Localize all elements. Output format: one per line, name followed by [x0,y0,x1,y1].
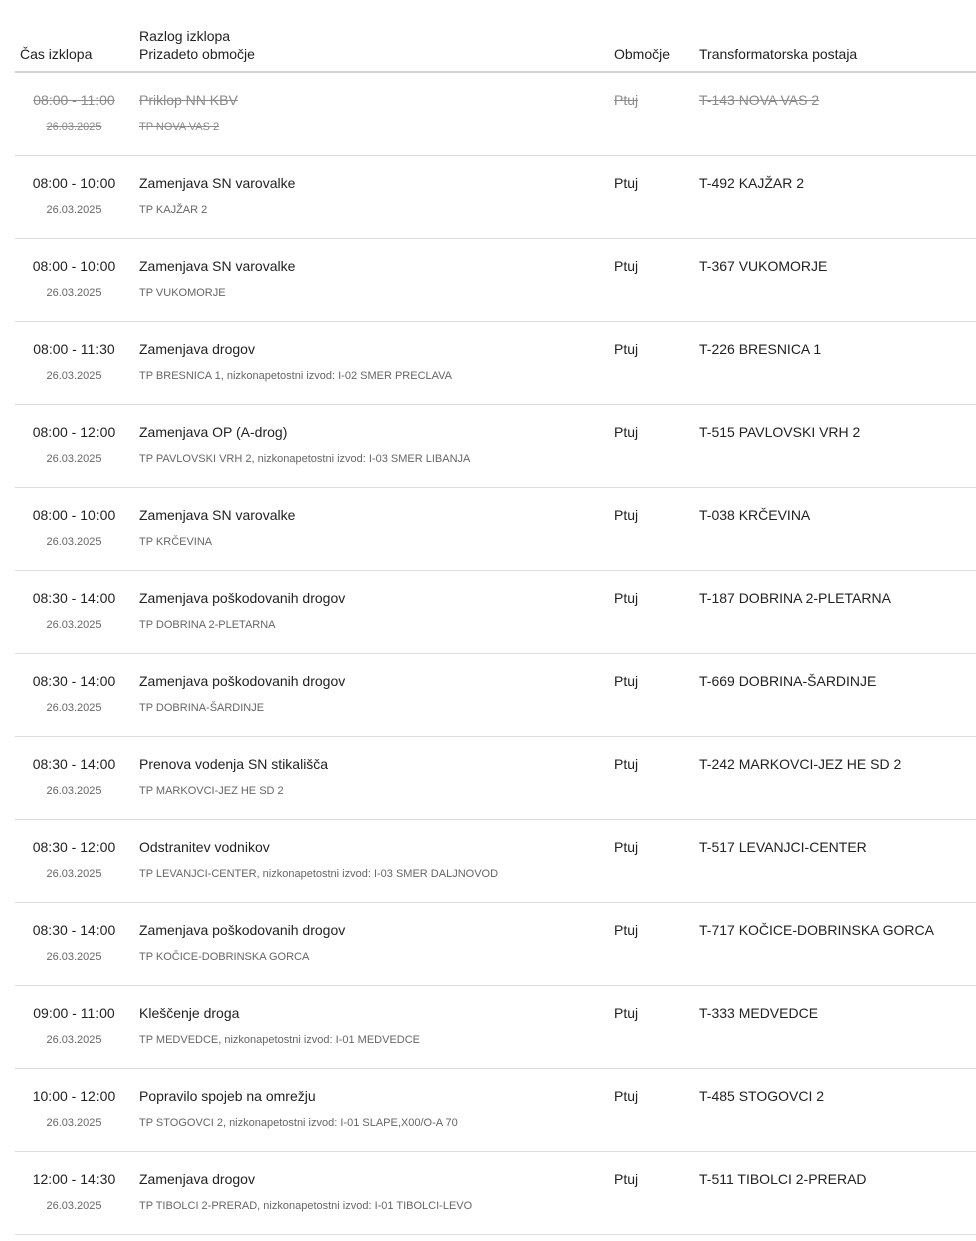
outage-reason: Zamenjava drogov [139,1171,255,1187]
region: Ptuj [614,590,639,606]
outage-reason: Prenova vodenja SN stikališča [139,756,329,772]
region: Ptuj [614,175,639,191]
outage-reason: Zamenjava SN varovalke [139,507,296,523]
time-range: 08:00 - 10:00 [32,258,116,274]
affected-area: TP PAVLOVSKI VRH 2, nizkonapetostni izvod: I-03 SMER LIBANJA [139,453,471,465]
table-row [15,488,976,571]
affected-area: TP TIBOLCI 2-PRERAD, nizkonapetostni izvod: I-01 TIBOLCI-LEVO [139,1200,473,1212]
region: Ptuj [614,756,639,772]
transformer-station: T-187 DOBRINA 2-PLETARNA [699,590,891,606]
region: Ptuj [614,258,639,274]
outage-reason: Priklop NN KBV [139,92,238,108]
affected-area: TP KRČEVINA [139,536,213,548]
outage-date: 26.03.2025 [46,619,102,631]
header-time: Čas izklopa [20,46,93,62]
outage-date: 26.03.2025 [46,453,102,465]
time-range: 12:00 - 14:30 [32,1171,116,1187]
header-reason [139,27,255,63]
outage-date: 26.03.2025 [46,204,102,216]
outage-date: 26.03.2025 [46,868,102,880]
affected-area: TP KOČICE-DOBRINSKA GORCA [139,951,310,963]
table-row [15,156,976,239]
outage-reason: Zamenjava SN varovalke [139,258,296,274]
region: Ptuj [614,839,639,855]
time-range: 09:00 - 11:00 [33,1005,115,1021]
table-body [15,73,976,1235]
time-range: 08:30 - 14:00 [32,922,116,938]
outage-table [15,0,976,1235]
outage-date: 26.03.2025 [46,1117,102,1129]
table-row [15,73,976,156]
table-row [15,1152,976,1235]
outage-date: 26.03.2025 [46,785,102,797]
region: Ptuj [614,424,639,440]
header-area: Območje [614,46,671,62]
outage-reason: Odstranitev vodnikov [139,839,270,855]
transformer-station: T-485 STOGOVCI 2 [699,1088,825,1104]
affected-area: TP MARKOVCI-JEZ HE SD 2 [139,785,284,797]
time-range: 08:30 - 14:00 [32,590,116,606]
table-header [15,0,976,73]
region: Ptuj [614,507,639,523]
outage-reason: Kleščenje droga [139,1005,240,1021]
time-range: 08:30 - 12:00 [32,839,116,855]
region: Ptuj [614,1171,639,1187]
outage-date: 26.03.2025 [46,536,102,548]
outage-reason: Zamenjava OP (A-drog) [139,424,288,440]
time-range: 08:00 - 12:00 [32,424,116,440]
transformer-station: T-669 DOBRINA-ŠARDINJE [699,673,877,689]
outage-reason: Popravilo spojeb na omrežju [139,1088,316,1104]
transformer-station: T-143 NOVA VAS 2 [699,92,820,108]
outage-date: 26.03.2025 [46,1200,102,1212]
table-row [15,903,976,986]
time-range: 08:00 - 10:00 [32,507,116,523]
affected-area: TP BRESNICA 1, nizkonapetostni izvod: I-02 SMER PRECLAVA [139,370,453,382]
transformer-station: T-333 MEDVEDCE [699,1005,819,1021]
header-station: Transformatorska postaja [699,46,858,62]
region: Ptuj [614,1005,639,1021]
table-row [15,820,976,903]
outage-date: 26.03.2025 [46,370,102,382]
transformer-station: T-242 MARKOVCI-JEZ HE SD 2 [699,756,902,772]
region: Ptuj [614,922,639,938]
table-row [15,571,976,654]
affected-area: TP KAJŽAR 2 [139,204,208,216]
time-range: 08:00 - 10:00 [32,175,116,191]
transformer-station: T-226 BRESNICA 1 [699,341,822,357]
time-range: 08:00 - 11:00 [33,92,115,108]
time-range: 08:30 - 14:00 [32,756,116,772]
affected-area: TP NOVA VAS 2 [139,121,220,133]
outage-date: 26.03.2025 [46,287,102,299]
affected-area: TP LEVANJCI-CENTER, nizkonapetostni izvod: I-03 SMER DALJNOVOD [139,868,499,880]
region: Ptuj [614,673,639,689]
outage-reason: Zamenjava poškodovanih drogov [139,673,346,689]
table-row [15,322,976,405]
affected-area: TP MEDVEDCE, nizkonapetostni izvod: I-01 MEDVEDCE [139,1034,421,1046]
transformer-station: T-367 VUKOMORJE [699,258,828,274]
outage-date: 26.03.2025 [46,1034,102,1046]
header-reason-line2: Prizadeto območje [139,46,255,62]
outage-date: 26.03.2025 [46,121,102,133]
transformer-station: T-517 LEVANJCI-CENTER [699,839,867,855]
transformer-station: T-492 KAJŽAR 2 [699,175,805,191]
time-range: 10:00 - 12:00 [32,1088,116,1104]
header-reason-line1: Razlog izklopa [139,28,231,44]
affected-area: TP STOGOVCI 2, nizkonapetostni izvod: I-01 SLAPE,X00/O-A 70 [139,1117,458,1129]
transformer-station: T-511 TIBOLCI 2-PRERAD [699,1171,867,1187]
time-range: 08:30 - 14:00 [32,673,116,689]
affected-area: TP VUKOMORJE [139,287,226,299]
transformer-station: T-515 PAVLOVSKI VRH 2 [699,424,861,440]
table-row [15,239,976,322]
outage-reason: Zamenjava poškodovanih drogov [139,922,346,938]
outage-date: 26.03.2025 [46,702,102,714]
table-row [15,405,976,488]
region: Ptuj [614,341,639,357]
table-row [15,1069,976,1152]
affected-area: TP DOBRINA 2-PLETARNA [139,619,276,631]
time-range: 08:00 - 11:30 [33,341,115,357]
table-row [15,986,976,1069]
table-row [15,654,976,737]
region: Ptuj [614,1088,639,1104]
outage-date: 26.03.2025 [46,951,102,963]
outage-reason: Zamenjava SN varovalke [139,175,296,191]
table-row [15,737,976,820]
transformer-station: T-038 KRČEVINA [699,507,811,523]
outage-reason: Zamenjava drogov [139,341,255,357]
outage-reason: Zamenjava poškodovanih drogov [139,590,346,606]
transformer-station: T-717 KOČICE-DOBRINSKA GORCA [699,922,934,938]
region: Ptuj [614,92,639,108]
affected-area: TP DOBRINA-ŠARDINJE [139,702,265,714]
